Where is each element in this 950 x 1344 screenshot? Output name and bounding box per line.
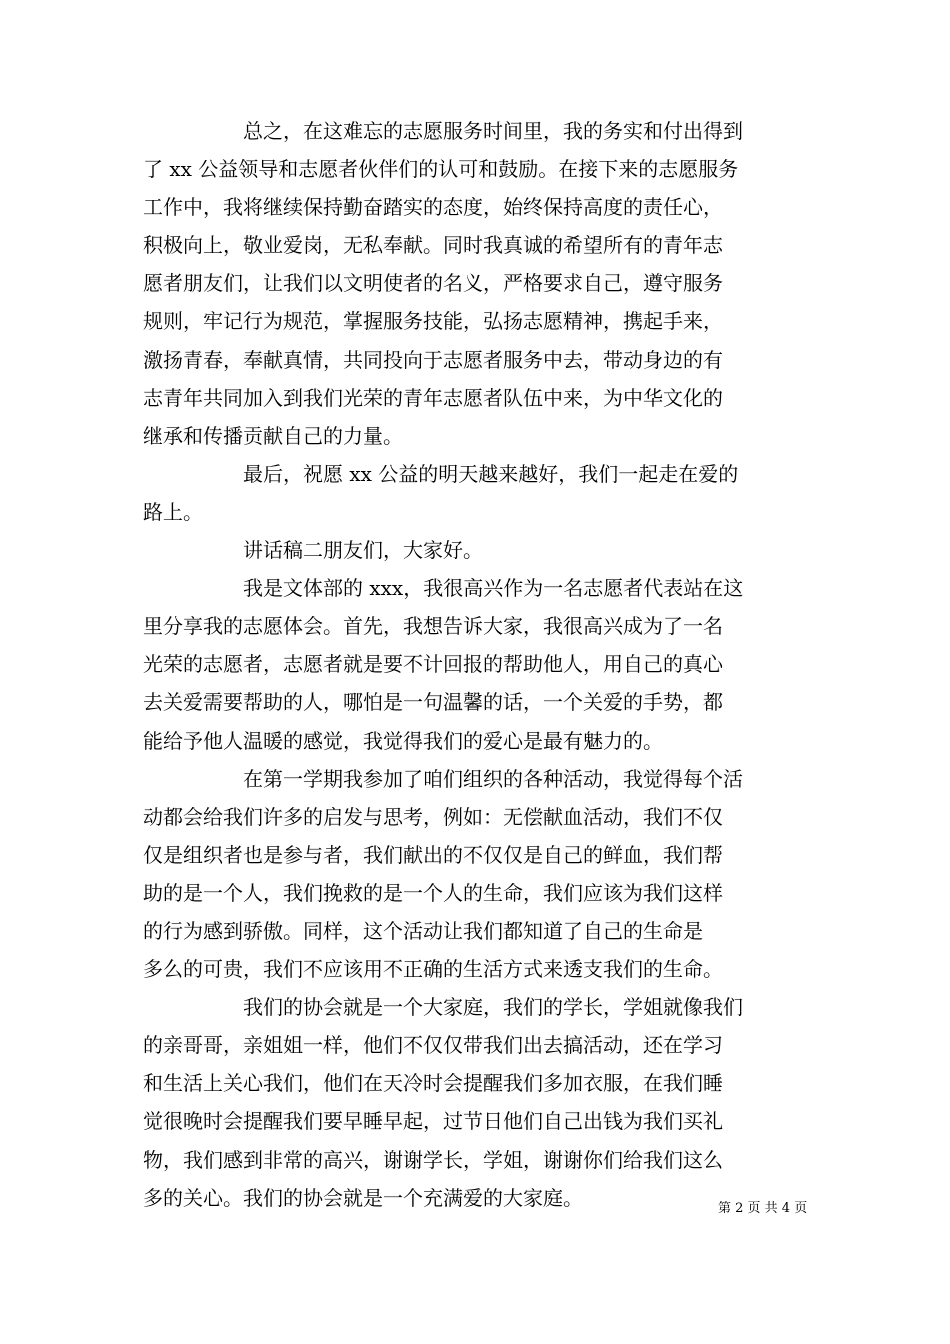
paragraph-line: 激扬青春，奉献真情，共同投向于志愿者服务中去，带动身边的有 [143, 347, 723, 372]
paragraph-line: 助的是一个人，我们挽救的是一个人的生命，我们应该为我们这样 [143, 880, 723, 905]
paragraph-line: 工作中，我将继续保持勤奋踏实的态度，始终保持高度的责任心， [143, 195, 723, 220]
section-heading-line: 讲话稿二朋友们，大家好。 [243, 538, 483, 563]
paragraph-line: 我们的协会就是一个大家庭，我们的学长，学姐就像我们 [243, 995, 743, 1020]
paragraph-line: 愿者朋友们，让我们以文明使者的名义，严格要求自己，遵守服务 [143, 271, 723, 296]
paragraph-line: 觉很晚时会提醒我们要早睡早起，过节日他们自己出钱为我们买礼 [143, 1109, 723, 1134]
paragraph-line: 光荣的志愿者，志愿者就是要不计回报的帮助他人，用自己的真心 [143, 652, 723, 677]
paragraph-line: 里分享我的志愿体会。首先，我想告诉大家，我很高兴成为了一名 [143, 614, 723, 639]
paragraph-line: 动都会给我们许多的启发与思考，例如：无偿献血活动，我们不仅 [143, 804, 723, 829]
paragraph-line: 仅是组织者也是参与者，我们献出的不仅仅是自己的鲜血，我们帮 [143, 842, 723, 867]
paragraph-line: 多么的可贵，我们不应该用不正确的生活方式来透支我们的生命。 [143, 957, 723, 982]
page-number: 第 2 页 共 4 页 [718, 1201, 808, 1216]
paragraph-line: 总之，在这难忘的志愿服务时间里，我的务实和付出得到 [243, 119, 743, 143]
paragraph-line: 规则，牢记行为规范，掌握服务技能，弘扬志愿精神，携起手来， [143, 309, 723, 334]
paragraph-line: 我是文体部的 xxx，我很高兴作为一名志愿者代表站在这 [243, 576, 744, 601]
paragraph-line: 的亲哥哥，亲姐姐一样，他们不仅仅带我们出去搞活动，还在学习 [143, 1033, 723, 1058]
paragraph-line: 继承和传播贡献自己的力量。 [143, 423, 403, 448]
paragraph-line: 积极向上，敬业爱岗，无私奉献。同时我真诚的希望所有的青年志 [143, 233, 723, 258]
paragraph-line: 能给予他人温暖的感觉，我觉得我们的爱心是最有魅力的。 [143, 728, 663, 753]
paragraph-line: 志青年共同加入到我们光荣的青年志愿者队伍中来，为中华文化的 [143, 385, 723, 410]
paragraph-line: 的行为感到骄傲。同样，这个活动让我们都知道了自己的生命是 [143, 918, 703, 943]
paragraph-line: 路上。 [143, 499, 203, 524]
document-body [143, 112, 807, 1217]
paragraph-line: 去关爱需要帮助的人，哪怕是一句温馨的话，一个关爱的手势，都 [143, 690, 723, 715]
paragraph-line: 了 xx 公益领导和志愿者伙伴们的认可和鼓励。在接下来的志愿服务 [143, 157, 739, 182]
paragraph-line: 多的关心。我们的协会就是一个充满爱的大家庭。 [143, 1185, 583, 1210]
paragraph-line: 物，我们感到非常的高兴，谢谢学长，学姐，谢谢你们给我们这么 [143, 1147, 723, 1172]
paragraph-line: 和生活上关心我们，他们在天冷时会提醒我们多加衣服，在我们睡 [143, 1071, 723, 1096]
paragraph-line: 最后，祝愿 xx 公益的明天越来越好，我们一起走在爱的 [243, 461, 739, 486]
paragraph-line: 在第一学期我参加了咱们组织的各种活动，我觉得每个活 [243, 766, 743, 791]
